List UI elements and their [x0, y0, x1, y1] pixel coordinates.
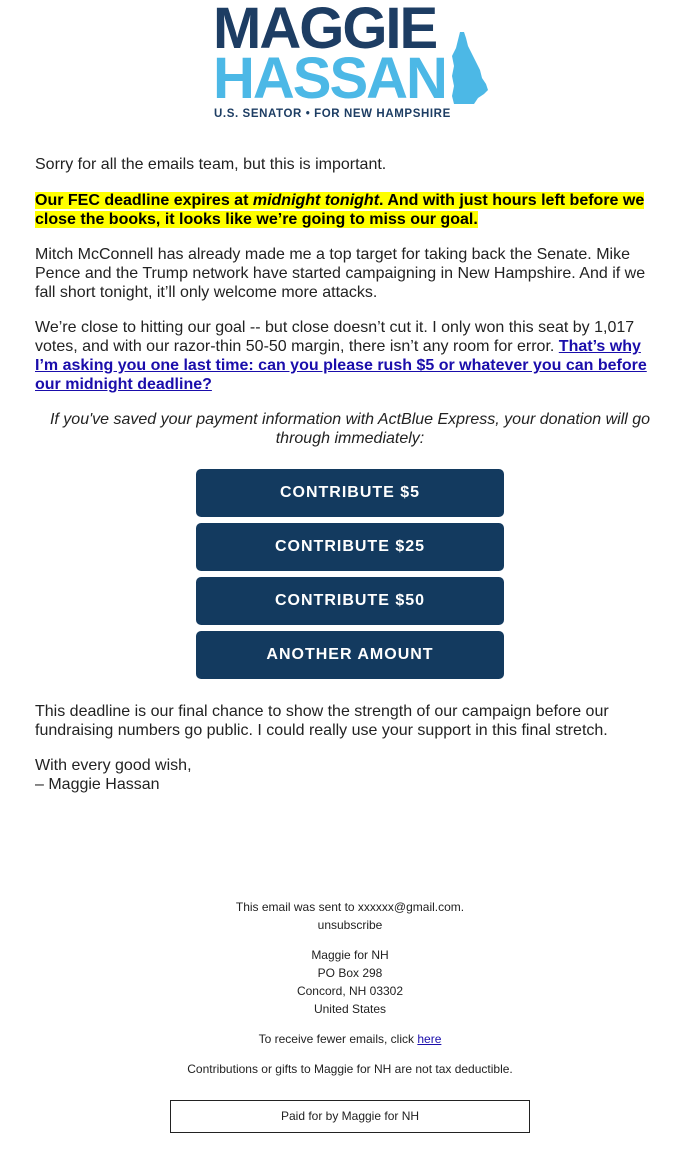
footer-city: Concord, NH 03302: [296, 984, 404, 998]
fewer-emails-link[interactable]: here: [417, 1032, 442, 1046]
goal-paragraph: We’re close to hitting our goal -- but close doesn’t cut it. I only won this seat by 1,017 votes, and with our razor-thin 50-50 margin, there isn’t any room for error. That’s why I’m asking you one last time: can you please rush $5 or whatever you can before our midnight deadline?: [35, 319, 647, 393]
campaign-logo: [0, 0, 700, 130]
final-chance-paragraph: This deadline is our final chance to show the strength of our campaign before our fundraising numbers go public. I could really use your support in this final stretch.: [35, 703, 609, 739]
signature: – Maggie Hassan: [35, 776, 160, 793]
footer-tax-note: Contributions or gifts to Maggie for NH are not tax deductible.: [187, 1062, 513, 1076]
footer-po-box: PO Box 298: [317, 966, 383, 980]
actblue-express-note: If you've saved your payment information with ActBlue Express, your donation will go through immediately:: [49, 411, 651, 447]
logo-first-name: MAGGIE: [213, 0, 437, 61]
mcconnell-paragraph: Mitch McConnell has already made me a top target for taking back the Senate. Mike Pence and the Trump network have started campaigning in New Hampshire. And if we fall short tonight, it’ll only welcome more attacks.: [35, 246, 646, 301]
deadline-highlight: Our FEC deadline expires at midnight tonight. And with just hours left before we close the books, it looks like we’re going to miss our goal.: [35, 192, 645, 228]
footer-unsubscribe-row: [0, 916, 700, 934]
new-hampshire-silhouette-icon: [448, 32, 488, 104]
logo-subtitle: U.S. SENATOR • FOR NEW HAMPSHIRE: [214, 108, 451, 120]
footer-fewer-emails: To receive fewer emails, click here: [258, 1032, 442, 1046]
footer-org: Maggie for NH: [311, 948, 389, 962]
contribute-25-button[interactable]: CONTRIBUTE $25: [196, 523, 504, 571]
paid-for-disclaimer: Paid for by Maggie for NH: [170, 1100, 530, 1133]
signoff: With every good wish,: [35, 757, 192, 774]
another-amount-button[interactable]: ANOTHER AMOUNT: [196, 631, 504, 679]
midnight-emphasis: midnight tonight: [252, 192, 380, 209]
deadline-paragraph: [35, 191, 665, 229]
logo-last-name: HASSAN: [213, 46, 446, 111]
footer-country: United States: [313, 1002, 387, 1016]
contribute-5-button[interactable]: CONTRIBUTE $5: [196, 469, 504, 517]
contribute-50-button[interactable]: CONTRIBUTE $50: [196, 577, 504, 625]
rush-donation-link[interactable]: That’s why I’m asking you one last time: can you please rush $5 or whatever you can before our midnight deadline?: [35, 338, 647, 393]
footer-sent-to: This email was sent to xxxxxx@gmail.com.: [235, 900, 465, 914]
unsubscribe-link[interactable]: unsubscribe: [317, 918, 383, 932]
intro-paragraph: Sorry for all the emails team, but this is important.: [35, 156, 387, 173]
